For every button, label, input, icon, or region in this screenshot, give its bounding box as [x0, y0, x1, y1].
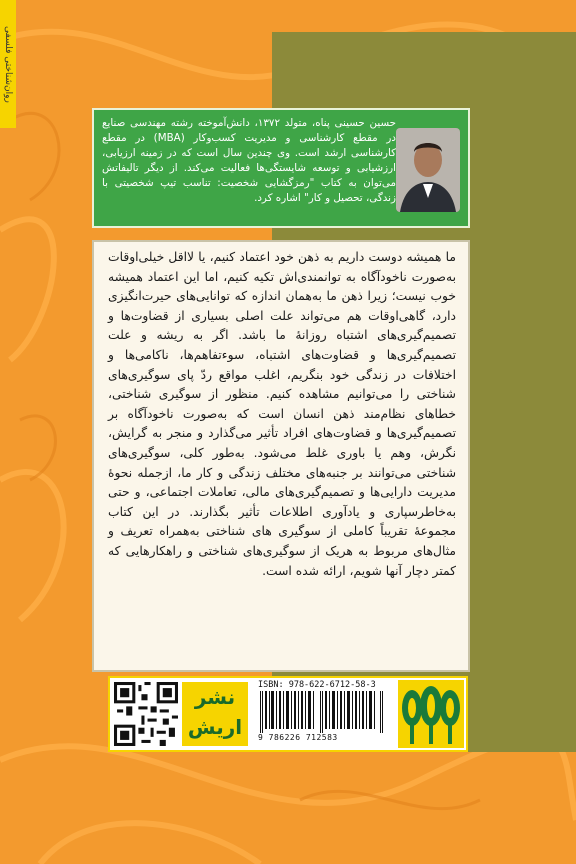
barcode-area	[254, 680, 390, 750]
qr-code-icon	[114, 682, 178, 746]
author-bio-text: حسین حسینی پناه، متولد ۱۳۷۲، دانش‌آموخته رشته مهندسی صنایع در مقطع کارشناسی و مدیریت کسب‌وکار (MBA) در مقطع کارشناسی ارشد است. وی چندین سال است که در زمینه ارزیابی، ارزشیابی و توسعه شایستگی‌ها فعالیت می‌کند. از دیگر تالیفاتش می‌توان به کتاب "رمزگشایی شخصیت: تناسب تیپ شخصیتی با زندگی، تحصیل و کار" اشاره کرد.	[102, 117, 396, 204]
three-trees-logo-icon	[398, 680, 464, 748]
isbn-text: ISBN: 978-622-6712-58-3	[258, 680, 376, 690]
author-portrait-icon	[396, 128, 460, 212]
barcode-icon	[258, 691, 386, 733]
blurb-text: ما همیشه دوست داریم به ذهن خود اعتماد کنیم، یا لااقل خیلی‌اوقات به‌صورت ناخودآگاه به توانمندی‌اش تکیه کنیم، اما این اعتماد همیشه خوب نیست؛ زیرا ذهن ما به‌همان اندازه که توانایی‌های حیرت‌انگیزی دارد، گاهی‌اوقات هم می‌تواند علت اصلی بسیاری از قضاوت‌ها و تصمیم‌گیری‌های اشتباه روزانهٔ ما باشد. اگر به ریشه و علت تصمیم‌گیری‌ها و قضاوت‌های اشتباه، سوءتفاهم‌ها، ناکامی‌ها و اختلافات در زندگی خود بنگریم، اغلب مواقع ردّ پای سوگیری‌های شناختی را می‌توانیم مشاهده کنیم. منظور از سوگیری شناختی، خطاهای نظام‌مند ذهن انسان است که به‌صورت ناخودآگاه بر تصمیم‌گیری‌ها و قضاوت‌های افراد تأثیر می‌گذارد و منجر به گرایش، نگرش، وهم یا باوری غلط می‌شود. به‌طور کلی، سوگیری‌های شناختی می‌توانند بر جنبه‌های مختلف زندگی و کار ما، ازجمله نحوهٔ مدیریت دارایی‌ها و تصمیم‌گیری‌های مالی، تعاملات اجتماعی، و حتی به‌خاطرسپاری و یادآوری اطلاعات تأثیر بگذارند. در این کتاب مجموعهٔ تقریباً کاملی از سوگیری های شناختی به‌همراه تعریف و مثال‌های مربوط به هریک از سوگیری‌های شناختی و راهکارهایی که کمتر دچار آنها شویم، ارائه شده است.	[108, 250, 456, 578]
publisher-info-strip	[108, 676, 468, 752]
barcode-digits: 9 786226 712583	[258, 733, 338, 742]
publisher-name-line1: نشر	[194, 685, 236, 709]
back-cover-blurb-box	[92, 240, 470, 672]
publisher-name	[182, 682, 248, 746]
publisher-name-line2: اریش	[187, 715, 243, 739]
spine-category-label: روان‌شناختی فلسفی	[0, 0, 16, 128]
author-bio-box	[92, 108, 470, 228]
